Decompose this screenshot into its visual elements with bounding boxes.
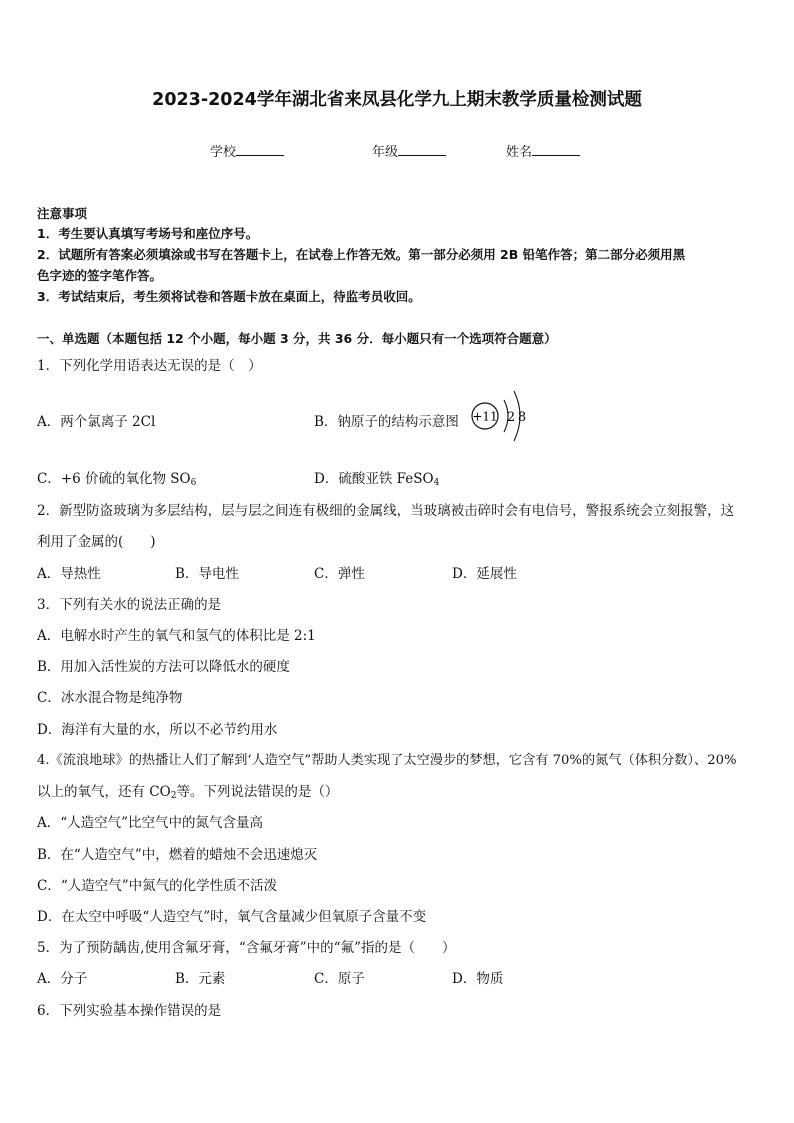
name-label: 姓名 bbox=[506, 145, 533, 160]
school-field[interactable] bbox=[210, 141, 284, 160]
q5-option-d: D．物质 bbox=[452, 971, 504, 987]
name-field[interactable] bbox=[506, 141, 580, 160]
school-blank[interactable] bbox=[236, 143, 284, 156]
q3-option-a: A．电解水时产生的氧气和氢气的体积比是 2:1 bbox=[37, 628, 316, 644]
grade-label: 年级 bbox=[372, 145, 399, 160]
question-4-stem: 4.《流浪地球》的热播让人们了解到‘人造空气”帮助人类实现了太空漫步的梦想，它含有 70%的氮气（体积分数）、20% bbox=[37, 753, 737, 768]
q1-option-d: D．硫酸亚铁 FeSO$_4$ bbox=[314, 471, 440, 488]
q2-option-b: B．导电性 bbox=[175, 566, 239, 582]
question-1-stem: 1．下列化学用语表达无误的是（ ） bbox=[37, 358, 262, 374]
question-5-stem: 5．为了预防龋齿,使用含氟牙膏，“含氟牙膏”中的“氟”指的是（ ） bbox=[37, 940, 456, 956]
question-2-stem-cont: 利用了金属的( ) bbox=[37, 534, 156, 550]
question-4-stem-cont: 以上的氧气，还有 $CO_2$等。下列说法错误的是（） bbox=[37, 784, 339, 801]
note-item: 2．试题所有答案必须填涂或书写在答题卡上，在试卷上作答无效。第一部分必须用 2B 铅笔作答；第二部分必须用黑 bbox=[37, 247, 686, 262]
q4-option-b: B．在“人造空气”中，燃着的蜡烛不会迅速熄灭 bbox=[37, 847, 318, 863]
shell-2-electrons: 8 bbox=[517, 410, 527, 425]
q2-option-a: A．导热性 bbox=[37, 566, 101, 582]
q5-option-c: C．原子 bbox=[314, 971, 365, 987]
note-item: 1．考生要认真填写考场号和座位序号。 bbox=[37, 226, 259, 241]
q4-option-a: A．“人造空气”比空气中的氮气含量高 bbox=[37, 815, 264, 831]
note-item: 3．考试结束后，考生须将试卷和答题卡放在桌面上，待监考员收回。 bbox=[37, 289, 421, 304]
notes-heading: 注意事项 bbox=[37, 206, 88, 221]
page-title: 2023-2024学年湖北省来凤县化学九上期末教学质量检测试题 bbox=[152, 90, 642, 110]
question-6-stem: 6．下列实验基本操作错误的是 bbox=[37, 1003, 222, 1019]
q5-option-b: B．元素 bbox=[175, 971, 226, 987]
grade-field[interactable] bbox=[372, 141, 446, 160]
question-2-stem: 2．新型防盗玻璃为多层结构，层与层之间连有极细的金属线，当玻璃被击碎时会有电信号，警报系统会立刻报警，这 bbox=[37, 503, 735, 519]
q4-option-c: C．“人造空气”中氮气的化学性质不活泼 bbox=[37, 878, 278, 894]
q1-option-b: B．钠原子的结构示意图 bbox=[314, 414, 459, 430]
q5-option-a: A．分子 bbox=[37, 971, 88, 987]
q1-option-a: A．两个氯离子 2Cl bbox=[37, 414, 156, 430]
q2-option-d: D．延展性 bbox=[452, 566, 517, 582]
q3-option-b: B．用加入活性炭的方法可以降低水的硬度 bbox=[37, 659, 290, 675]
q3-option-d: D．海洋有大量的水，所以不必节约用水 bbox=[37, 722, 278, 738]
shell-1-electrons: 2 bbox=[506, 410, 516, 425]
nucleus-charge: +11 bbox=[472, 409, 498, 424]
question-3-stem: 3．下列有关水的说法正确的是 bbox=[37, 597, 222, 613]
sodium-atom-structure-diagram bbox=[468, 380, 538, 452]
q3-option-c: C．冰水混合物是纯净物 bbox=[37, 690, 183, 706]
name-blank[interactable] bbox=[532, 143, 580, 156]
q2-option-c: C．弹性 bbox=[314, 566, 365, 582]
section-heading: 一、单选题（本题包括 12 个小题，每小题 3 分，共 36 分．每小题只有一个选项符合题意） bbox=[37, 331, 557, 346]
note-item: 色字迹的签字笔作答。 bbox=[37, 268, 163, 283]
atom-diagram-svg bbox=[468, 380, 538, 452]
grade-blank[interactable] bbox=[398, 143, 446, 156]
q1-option-c: C．+6 价硫的氧化物 $SO_6$ bbox=[37, 471, 197, 488]
school-label: 学校 bbox=[210, 145, 237, 160]
q4-option-d: D．在太空中呼吸“人造空气”时，氧气含量减少但氧原子含量不变 bbox=[37, 909, 427, 925]
